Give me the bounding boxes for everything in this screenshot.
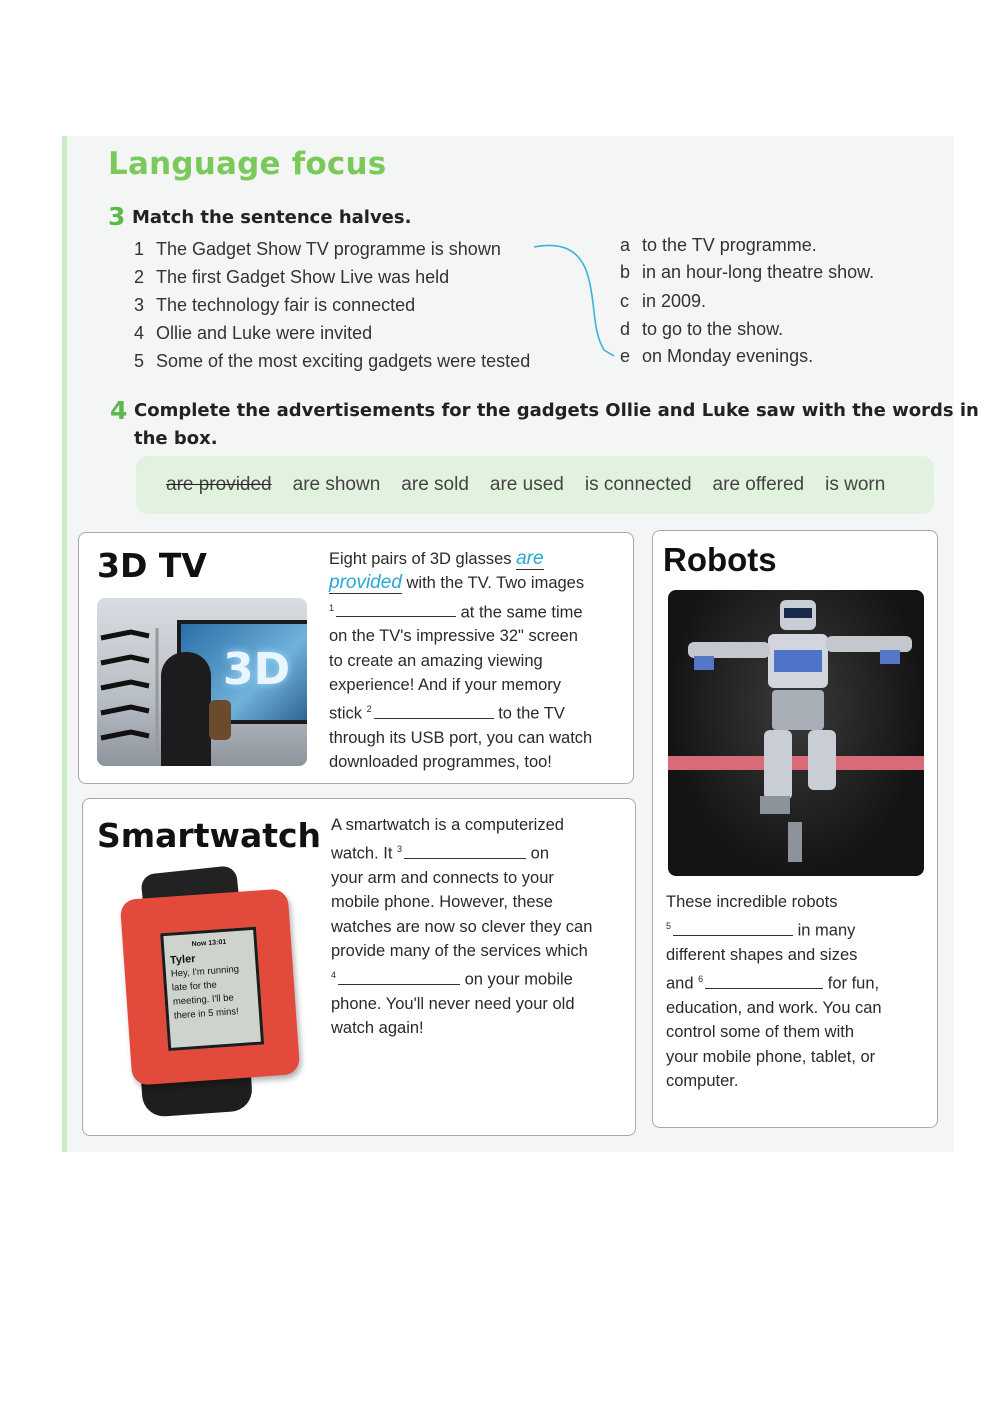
glasses-rack-icon (97, 628, 167, 758)
text-line: to create an amazing viewing (329, 651, 543, 670)
person-silhouette (161, 652, 211, 766)
text-line: watch again! (331, 1019, 424, 1038)
example-answer: provided (329, 572, 402, 594)
exercise-3-instruction: Match the sentence halves. (132, 207, 412, 228)
text-line: your arm and connects to your (331, 869, 554, 888)
text-line: A smartwatch is a computerized (331, 816, 564, 834)
robot-photo (668, 590, 924, 876)
gap-number: 3 (397, 844, 403, 855)
item-letter: c (620, 291, 629, 311)
match-left-item (134, 320, 372, 346)
item-number: 2 (134, 267, 145, 287)
match-right-item (620, 343, 813, 369)
robots-card-title: Robots (663, 541, 777, 578)
item-letter: e (620, 346, 631, 366)
watch-screen-message: there in 5 mins! (173, 1006, 240, 1022)
robots-card-text (666, 890, 928, 1093)
text-line: different shapes and sizes (666, 946, 858, 965)
item-letter: d (620, 319, 631, 339)
word-box-item: are sold (401, 474, 469, 495)
word-box-item: are used (489, 474, 564, 495)
text-line: education, and work. You can (666, 999, 882, 1018)
exercise-4-number: 4 (110, 396, 128, 425)
item-letter: a (620, 235, 631, 255)
item-text: The Gadget Show TV programme is shown (156, 239, 501, 259)
match-left-item (134, 264, 449, 290)
gap-6-blank[interactable] (705, 971, 823, 989)
gap-3-blank[interactable] (404, 841, 526, 859)
item-text: The first Gadget Show Live was held (156, 267, 450, 287)
gap-number: 6 (698, 974, 704, 985)
text-line: watch. It (331, 844, 393, 863)
item-letter: b (620, 262, 631, 282)
text-line: watches are now so clever they can (331, 917, 593, 936)
text-line: mobile phone. However, these (331, 893, 553, 912)
item-text: in an hour-long theatre show. (642, 262, 875, 282)
word-box-item: is worn (825, 474, 886, 495)
gap-number: 4 (331, 970, 337, 981)
text-line: Eight pairs of 3D glasses (329, 550, 512, 568)
gap-4-blank[interactable] (338, 967, 460, 985)
exercise-4-instruction-line1: Complete the advertisements for the gadgets Ollie and Luke saw with the words in (134, 400, 979, 421)
gap-number: 2 (366, 704, 372, 715)
item-text: to go to the show. (642, 319, 784, 339)
text-line: These incredible robots (666, 893, 838, 911)
match-right-item (620, 232, 817, 258)
watch-body (120, 888, 301, 1085)
watch-screen-message: Hey, I'm running (170, 963, 240, 980)
example-answer: are (516, 548, 544, 569)
gap-2-blank[interactable] (374, 701, 494, 719)
watch-screen-time: Now 13:01 (191, 938, 227, 949)
smartwatch-photo (98, 866, 310, 1118)
watch-screen (160, 927, 264, 1051)
smartwatch-card-title: Smartwatch (97, 816, 322, 855)
match-right-item (620, 316, 783, 342)
item-text: The technology fair is connected (156, 295, 416, 315)
item-text: in 2009. (642, 291, 707, 311)
item-text: Ollie and Luke were invited (156, 323, 373, 343)
text-line: provide many of the services which (331, 941, 588, 960)
text-line: your mobile phone, tablet, or (666, 1047, 876, 1066)
watch-screen-message: late for the (171, 979, 218, 994)
exercise-4-instruction-line2: the box. (134, 428, 218, 449)
match-right-item (620, 288, 706, 314)
item-text: on Monday evenings. (642, 346, 814, 366)
match-right-item (620, 259, 874, 285)
word-box-item-used: are provided (166, 474, 272, 495)
match-left-item (134, 236, 501, 262)
text-line: and (666, 974, 694, 993)
text-line: with the TV. Two images (406, 574, 585, 593)
item-number: 4 (134, 323, 145, 343)
watch-screen-message: meeting. I'll be (172, 992, 235, 1008)
text-line: phone. You'll never need your old (331, 995, 575, 1014)
exercise-3-number: 3 (108, 202, 126, 231)
text-line: at the same time (460, 603, 583, 622)
tv-screen-text: 3D (223, 644, 291, 695)
tv-card-text (329, 547, 624, 775)
tv-card-title: 3D TV (97, 546, 207, 585)
match-connector-line (530, 238, 620, 364)
text-line: through its USB port, you can watch (329, 729, 593, 748)
gap-number: 1 (329, 602, 335, 613)
word-box-item: are offered (712, 474, 805, 495)
robot-icon (668, 590, 924, 876)
text-line: experience! And if your memory (329, 675, 562, 694)
text-line: control some of them with (666, 1023, 854, 1042)
text-line: in many (797, 921, 856, 940)
handbag (209, 700, 231, 740)
word-box-item: are shown (292, 474, 381, 495)
word-box-item: is connected (584, 474, 692, 495)
text-line: computer. (666, 1072, 739, 1091)
item-number: 1 (134, 239, 145, 259)
text-line: on (530, 844, 550, 863)
text-line: on your mobile (464, 970, 573, 989)
section-title: Language focus (108, 146, 387, 182)
watch-screen-sender: Tyler (169, 952, 196, 967)
gap-number: 5 (666, 921, 672, 932)
text-line: for fun, (827, 974, 880, 993)
gap-1-blank[interactable] (336, 599, 456, 617)
match-left-item (134, 292, 415, 318)
text-line: stick (329, 704, 362, 723)
tv-photo (97, 598, 307, 766)
item-text: to the TV programme. (642, 235, 817, 255)
text-line: on the TV's impressive 32" screen (329, 627, 578, 646)
smartwatch-card-text (331, 813, 627, 1041)
item-text: Some of the most exciting gadgets were tested (156, 351, 531, 371)
item-number: 5 (134, 351, 145, 371)
word-box (136, 456, 934, 514)
gap-5-blank[interactable] (673, 918, 793, 936)
item-number: 3 (134, 295, 145, 315)
text-line: to the TV (498, 704, 565, 723)
match-left-item (134, 348, 530, 374)
text-line: downloaded programmes, too! (329, 753, 552, 772)
